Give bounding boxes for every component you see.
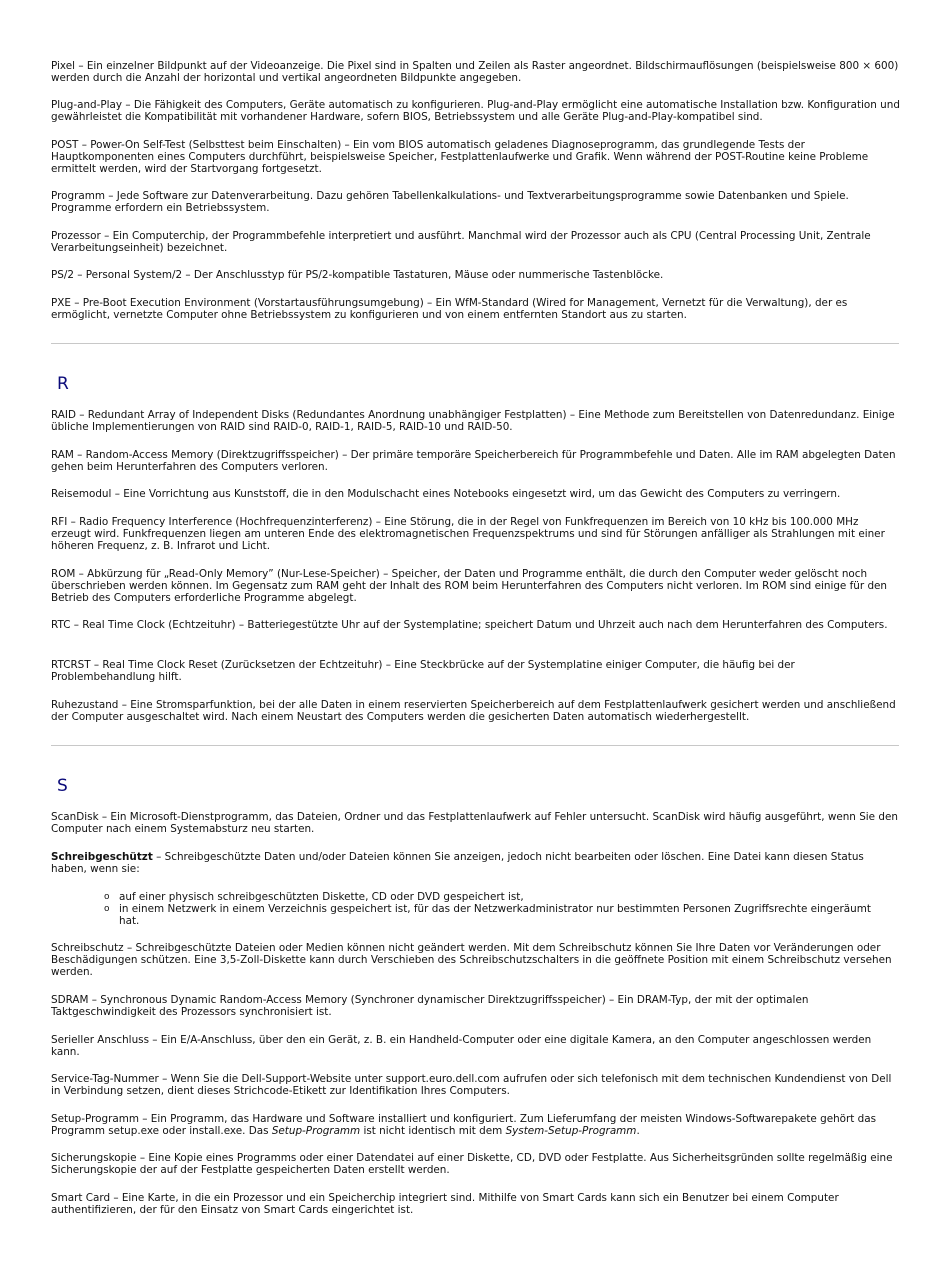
term: RAID: [51, 409, 76, 421]
bullet-list: [104, 891, 894, 927]
section-divider: [51, 343, 899, 344]
glossary-entry-schreibschutz: [51, 942, 901, 978]
definition: – Abkürzung für „Read-Only Memory” (Nur-Lese-Speicher) – Speicher, der Daten und Programme enthält, die durch den Computer weder gelöscht noch überschrieben werden können. Im Gegensatz zum RAM geht der Inhalt des ROM beim Herunterfahren des Computers nicht verloren. Im ROM sind einige für den Betrieb des Computers erforderliche Programme abgelegt.: [51, 568, 888, 604]
definition: – Radio Frequency Interference (Hochfrequenzinterferenz) – Eine Störung, die in der Regel von Funkfrequenzen im Bereich von 10 kHz bis 100.000 MHz erzeugt wird. Funkfrequenzen liegen am unteren Ende des elektromagnetischen Frequenzspektrums und sind für Störungen anfälliger als Strahlungen mit einer höheren Frequenz, z. B. Infrarot und Licht.: [51, 516, 885, 552]
term: PXE: [51, 297, 71, 309]
term: RTC: [51, 619, 71, 631]
glossary-entry-rtc: [51, 619, 901, 631]
glossary-entry-schreibgeschuetzt: [51, 851, 901, 875]
glossary-entry-service-tag: [51, 1073, 901, 1097]
term: Setup-Programm: [51, 1113, 139, 1125]
section-divider: [51, 745, 899, 746]
term: RAM: [51, 449, 74, 461]
list-item-text: in einem Netzwerk in einem Verzeichnis gespeichert ist, für das der Netzwerkadministrator nur bestimmten Personen Zugriffsrechte eingeräumt hat.: [119, 903, 871, 927]
term: RTCRST: [51, 659, 91, 671]
definition: – Jede Software zur Datenverarbeitung. Dazu gehören Tabellenkalkulations- und Textverarbeitungsprogramme sowie Datenbanken und Spiele. Programme erfordern ein Betriebssystem.: [51, 190, 849, 214]
definition: – Ein Computerchip, der Programmbefehle interpretiert und ausführt. Manchmal wird der Prozessor auch als CPU (Central Processing Unit, Zentrale Verarbeitungseinheit) bezeichnet.: [51, 230, 871, 254]
term: Schreibgeschützt: [51, 851, 153, 863]
glossary-entry-sicherungskopie: [51, 1152, 901, 1176]
list-item: [104, 891, 894, 903]
definition: – Pre-Boot Execution Environment (Vorstartausführungsumgebung) – Ein WfM-Standard (Wired for Management, Vernetzt für die Verwaltung), der es ermöglicht, vernetzte Computer ohne Betriebssystem zu konfigurieren und von einem entfernten Standort aus zu starten.: [51, 297, 848, 321]
definition: – Ein Programm, das Hardware und Software installiert und konfiguriert. Zum Lieferumfang der meisten Windows-Softwarepakete gehört das Programm setup.exe oder install.exe. Das: [51, 1113, 877, 1137]
definition-italic: System-Setup-Programm: [505, 1125, 637, 1137]
definition: – Synchronous Dynamic Random-Access Memory (Synchroner dynamischer Direktzugriffsspeicher) – Ein DRAM-Typ, der mit der optimalen Taktgeschwindigkeit des Prozessors synchronisiert ist.: [51, 994, 809, 1018]
glossary-entry-pixel: [51, 60, 901, 84]
term: Plug-and-Play: [51, 99, 123, 111]
glossary-entry-ram: [51, 449, 901, 473]
definition: – Eine Vorrichtung aus Kunststoff, die in den Modulschacht eines Notebooks eingesetzt wird, um das Gewicht des Computers zu verringern.: [111, 488, 841, 500]
definition: – Redundant Array of Independent Disks (Redundantes Anordnung unabhängiger Festplatten) – Eine Methode zum Bereitstellen von Datenredundanz. Einige übliche Implementierungen von RAID sind RAID-0, RAID-1, RAID-5, RAID-10 und RAID-50.: [51, 409, 895, 433]
definition: – Real Time Clock Reset (Zurücksetzen der Echtzeituhr) – Eine Steckbrücke auf der Systemplatine einiger Computer, die häufig bei der Problembehandlung hilft.: [51, 659, 795, 683]
bullet-marker: o: [104, 904, 110, 914]
definition: – Schreibgeschützte Daten und/oder Dateien können Sie anzeigen, jedoch nicht bearbeiten oder löschen. Eine Datei kann diesen Status haben, wenn sie:: [51, 851, 864, 875]
glossary-entry-raid: [51, 409, 901, 433]
glossary-entry-scandisk: [51, 811, 901, 835]
definition: .: [636, 1125, 640, 1137]
glossary-entry-ps2: [51, 269, 901, 281]
definition: – Die Fähigkeit des Computers, Geräte automatisch zu konfigurieren. Plug-and-Play ermöglicht eine automatische Installation bzw. Konfiguration und gewährleistet die Kompatibilität mit vorhandener Hardware, sofern BIOS, Betriebssystem und alle Geräte Plug-and-Play-kompatibel sind.: [51, 99, 900, 123]
list-item: [104, 903, 894, 927]
glossary-entry-ruhezustand: [51, 699, 901, 723]
definition: – Eine Stromsparfunktion, bei der alle Daten in einem reservierten Speicherbereich auf dem Festplattenlaufwerk gesichert werden und anschließend der Computer ausgeschaltet wird. Nach einem Neustart des Computers werden die gesicherten Daten automatisch wiederhergestellt.: [51, 699, 896, 723]
bullet-marker: o: [104, 892, 110, 902]
term: PS/2: [51, 269, 74, 281]
definition: – Personal System/2 – Der Anschlusstyp für PS/2-kompatible Tastaturen, Mäuse oder nummerische Tastenblöcke.: [73, 269, 664, 281]
term: Prozessor: [51, 230, 101, 242]
glossary-entry-rfi: [51, 516, 901, 552]
section-letter-s: S: [57, 776, 68, 796]
term: Service-Tag-Nummer: [51, 1073, 159, 1085]
definition: ist nicht identisch mit dem: [360, 1125, 506, 1137]
glossary-entry-sdram: [51, 994, 901, 1018]
definition: – Wenn Sie die Dell-Support-Website unter support.euro.dell.com aufrufen oder sich telefonisch mit dem technischen Kundendienst von Dell in Verbindung setzen, dient dieses Strichcode-Etikett zur Identifikation Ihres Computers.: [51, 1073, 892, 1097]
glossary-entry-rtcrst: [51, 659, 901, 683]
definition: – Ein einzelner Bildpunkt auf der Videoanzeige. Die Pixel sind in Spalten und Zeilen als Raster angeordnet. Bildschirmauflösungen (beispielsweise 800 × 600) werden durch die Anzahl der horizontal und vertikal angeordneten Bildpunkte angegeben.: [51, 60, 899, 84]
definition: – Ein E/A-Anschluss, über den ein Gerät, z. B. ein Handheld-Computer oder eine digitale Kamera, an den Computer angeschlossen werden kann.: [51, 1034, 872, 1058]
glossary-entry-programm: [51, 190, 901, 214]
glossary-entry-prozessor: [51, 230, 901, 254]
glossary-entry-rom: [51, 568, 901, 604]
definition: – Schreibgeschützte Dateien oder Medien können nicht geändert werden. Mit dem Schreibschutz können Sie Ihre Daten vor Veränderungen oder Beschädigungen schützen. Eine 3,5-Zoll-Diskette kann durch Verschieben des Schreibschutzschalters in die geöffnete Position mit einem Schreibschutz versehen werden.: [51, 942, 892, 978]
glossary-entry-reisemodul: [51, 488, 901, 500]
term: Sicherungskopie: [51, 1152, 137, 1164]
definition: – Eine Karte, in die ein Prozessor und ein Speicherchip integriert sind. Mithilfe von Smart Cards kann sich ein Benutzer bei einem Computer authentifizieren, der für den Einsatz von Smart Cards eingerichtet ist.: [51, 1192, 839, 1216]
glossary-entry-serieller-anschluss: [51, 1034, 901, 1058]
term: Reisemodul: [51, 488, 112, 500]
definition: – Random-Access Memory (Direktzugriffsspeicher) – Der primäre temporäre Speicherbereich für Programmbefehle und Daten. Alle im RAM abgelegten Daten gehen beim Herunterfahren des Computers verloren.: [51, 449, 896, 473]
term: Programm: [51, 190, 105, 202]
definition: – Eine Kopie eines Programms oder einer Datendatei auf einer Diskette, CD, DVD oder Festplatte. Aus Sicherheitsgründen sollte regelmäßig eine Sicherungskopie der auf der Festplatte gespeicherten Daten erstellt werden.: [51, 1152, 893, 1176]
list-item-text: auf einer physisch schreibgeschützten Diskette, CD oder DVD gespeichert ist,: [119, 891, 524, 903]
term: Serieller Anschluss: [51, 1034, 149, 1046]
term: Pixel: [51, 60, 76, 72]
glossary-entry-pxe: [51, 297, 901, 321]
glossary-entry-plug-and-play: [51, 99, 901, 123]
term: Smart Card: [51, 1192, 111, 1204]
term: POST: [51, 139, 79, 151]
definition: – Power-On Self-Test (Selbsttest beim Einschalten) – Ein vom BIOS automatisch geladenes Diagnoseprogramm, das grundlegende Tests der Hauptkomponenten eines Computers durchführt, beispielsweise Speicher, Festplattenlaufwerke und Grafik. Wenn während der POST-Routine keine Probleme ermittelt werden, wird der Startvorgang fortgesetzt.: [51, 139, 869, 175]
glossary-entry-smart-card: [51, 1192, 901, 1216]
definition-italic: Setup-Programm: [271, 1125, 361, 1137]
term: SDRAM: [51, 994, 89, 1006]
term: ROM: [51, 568, 76, 580]
term: Ruhezustand: [51, 699, 119, 711]
definition: – Ein Microsoft-Dienstprogramm, das Dateien, Ordner und das Festplattenlaufwerk auf Fehler untersucht. ScanDisk wird häufig ausgeführt, wenn Sie den Computer nach einem Systemabsturz neu starten.: [51, 811, 898, 835]
term: RFI: [51, 516, 68, 528]
definition: – Real Time Clock (Echtzeituhr) – Batteriegestützte Uhr auf der Systemplatine; speichert Datum und Uhrzeit auch nach dem Herunterfahren des Computers.: [70, 619, 888, 631]
glossary-entry-post: [51, 139, 901, 175]
glossary-entry-setup-programm: [51, 1113, 901, 1137]
term: ScanDisk: [51, 811, 99, 823]
term: Schreibschutz: [51, 942, 124, 954]
section-letter-r: R: [57, 374, 69, 394]
